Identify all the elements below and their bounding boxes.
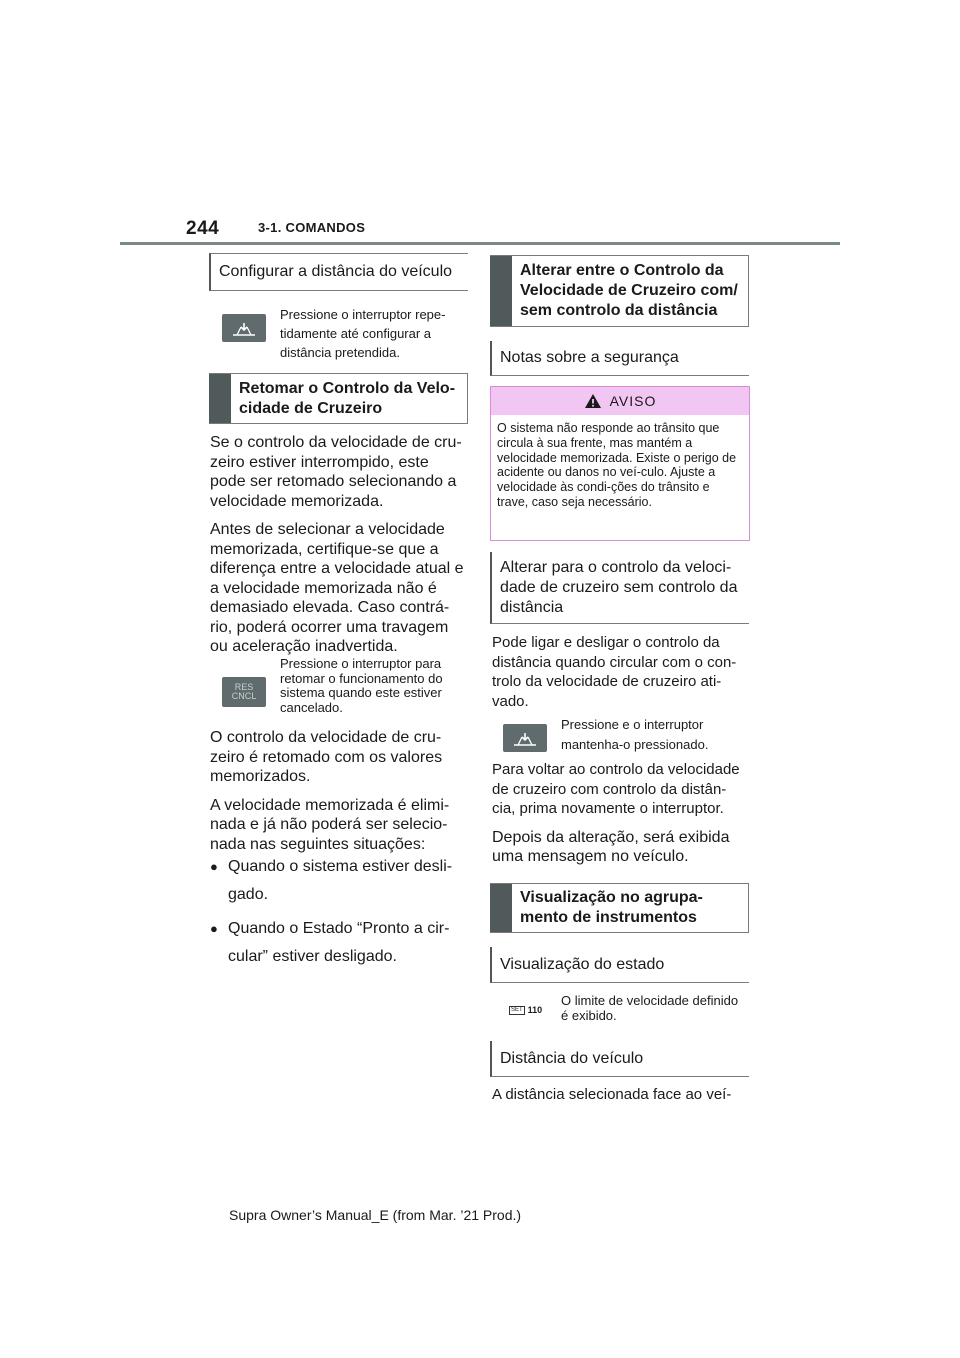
press-note: Pressione e o interruptor mantenha-o pressionado. <box>561 717 709 752</box>
warning-triangle-icon <box>584 393 602 409</box>
footer-text: Supra Owner’s Manual_E (from Mar. ’21 Prod.) <box>229 1207 522 1223</box>
heading-safety-text: Notas sobre a segurança <box>500 349 679 366</box>
warning-box <box>490 386 750 541</box>
distance-icon <box>510 728 540 748</box>
list-item-text: Quando o sistema estiver desli-gado. <box>228 858 453 903</box>
heading-change <box>490 552 749 624</box>
paragraph: Antes de selecionar a velocidade memorizada, certifique-se que a diferença entre a velocidade atual e a velocidade memorizada não é demasiado elevada. Caso contrá-rio, poderá ocorrer uma travagem ou aceleração inadvertida. <box>210 521 464 655</box>
status-note: O limite de velocidade definido é exibido. <box>561 993 739 1023</box>
page-number: 244 <box>186 218 220 239</box>
chapter-title: 3-1. COMANDOS <box>258 220 366 235</box>
paragraph: Para voltar ao controlo da velocidade de cruzeiro com controlo da distân-cia, prima novamente o interruptor. <box>492 761 740 817</box>
distance-switch-button-icon <box>222 314 266 342</box>
paragraph: Depois da alteração, será exibida uma mensagem no veículo. <box>492 828 730 865</box>
set-label: SET <box>511 1006 523 1013</box>
distance-switch-button-icon-2 <box>503 724 547 752</box>
heading-display <box>490 883 749 933</box>
heading-display-text: Visualização no agrupa-mento de instrumentos <box>520 889 703 926</box>
bullet-icon: ● <box>210 921 218 936</box>
res-cncl-button-icon <box>222 677 266 707</box>
left-body-1 <box>210 433 466 666</box>
list-item <box>210 915 466 971</box>
heading-resume <box>209 373 468 424</box>
set-speed-icon <box>509 1005 542 1015</box>
heading-distance <box>209 253 468 291</box>
heading-safety <box>490 341 749 376</box>
heading-switch <box>490 255 749 327</box>
distance-icon <box>229 318 259 338</box>
bullet-list <box>210 853 466 971</box>
heading-bar <box>209 374 231 423</box>
right-body-2 <box>492 760 748 876</box>
paragraph: A distância selecionada face ao veí- <box>492 1086 732 1103</box>
heading-bar <box>490 256 512 326</box>
heading-vehicle-distance-text: Distância do veículo <box>500 1049 644 1067</box>
header-rule <box>120 242 840 245</box>
heading-switch-text: Alterar entre o Controlo da Velocidade de Cruzeiro com/ sem controlo da distância <box>520 262 738 319</box>
list-item <box>210 853 466 909</box>
heading-bar <box>490 884 512 932</box>
warning-title: AVISO <box>609 393 657 409</box>
set-value: 110 <box>527 1005 543 1015</box>
paragraph: Se o controlo da velocidade de cru-zeiro estiver interrompido, este pode ser retomado selecionando a velocidade memorizada. <box>210 434 462 510</box>
list-item-text: Quando o Estado “Pronto a cir-cular” estiver desligado. <box>228 920 450 965</box>
bullet-icon: ● <box>210 859 218 874</box>
warning-text: O sistema não responde ao trânsito que circula à sua frente, mas mantém a velocidade memorizada. Existe o perigo de acidente ou danos no veí-culo. Ajuste a velocidade às condi-ções do trânsito e trave, caso seja necessário. <box>497 421 737 509</box>
right-body-3 <box>492 1085 748 1114</box>
distance-note: Pressione o interruptor repe-tidamente até configurar a distância pretendida. <box>280 307 446 360</box>
res-note: Pressione o interruptor para retomar o funcionamento do sistema quando este estiver cancelado. <box>280 656 443 715</box>
right-body-1 <box>492 633 748 720</box>
cncl-label: CNCL <box>231 691 257 701</box>
paragraph: O controlo da velocidade de cru-zeiro é retomado com os valores memorizados. <box>210 729 443 785</box>
left-body-2 <box>210 728 466 863</box>
paragraph: Pode ligar e desligar o controlo da distância quando circular com o con-trolo da velocidade de cruzeiro ati-vado. <box>492 634 737 710</box>
heading-status-text: Visualização do estado <box>500 955 665 973</box>
warning-header <box>491 387 749 415</box>
paragraph: A velocidade memorizada é elimi-nada e já não poderá ser selecio-nada nas seguintes situações: <box>210 796 450 853</box>
heading-status <box>490 947 749 983</box>
heading-change-text: Alterar para o controlo da veloci-dade de cruzeiro sem controlo da distância <box>500 558 738 616</box>
heading-resume-text: Retomar o Controlo da Velo-cidade de Cruzeiro <box>239 379 456 417</box>
heading-vehicle-distance <box>490 1041 749 1077</box>
heading-distance-text: Configurar a distância do veículo <box>219 263 453 280</box>
res-label: RES <box>234 682 254 692</box>
